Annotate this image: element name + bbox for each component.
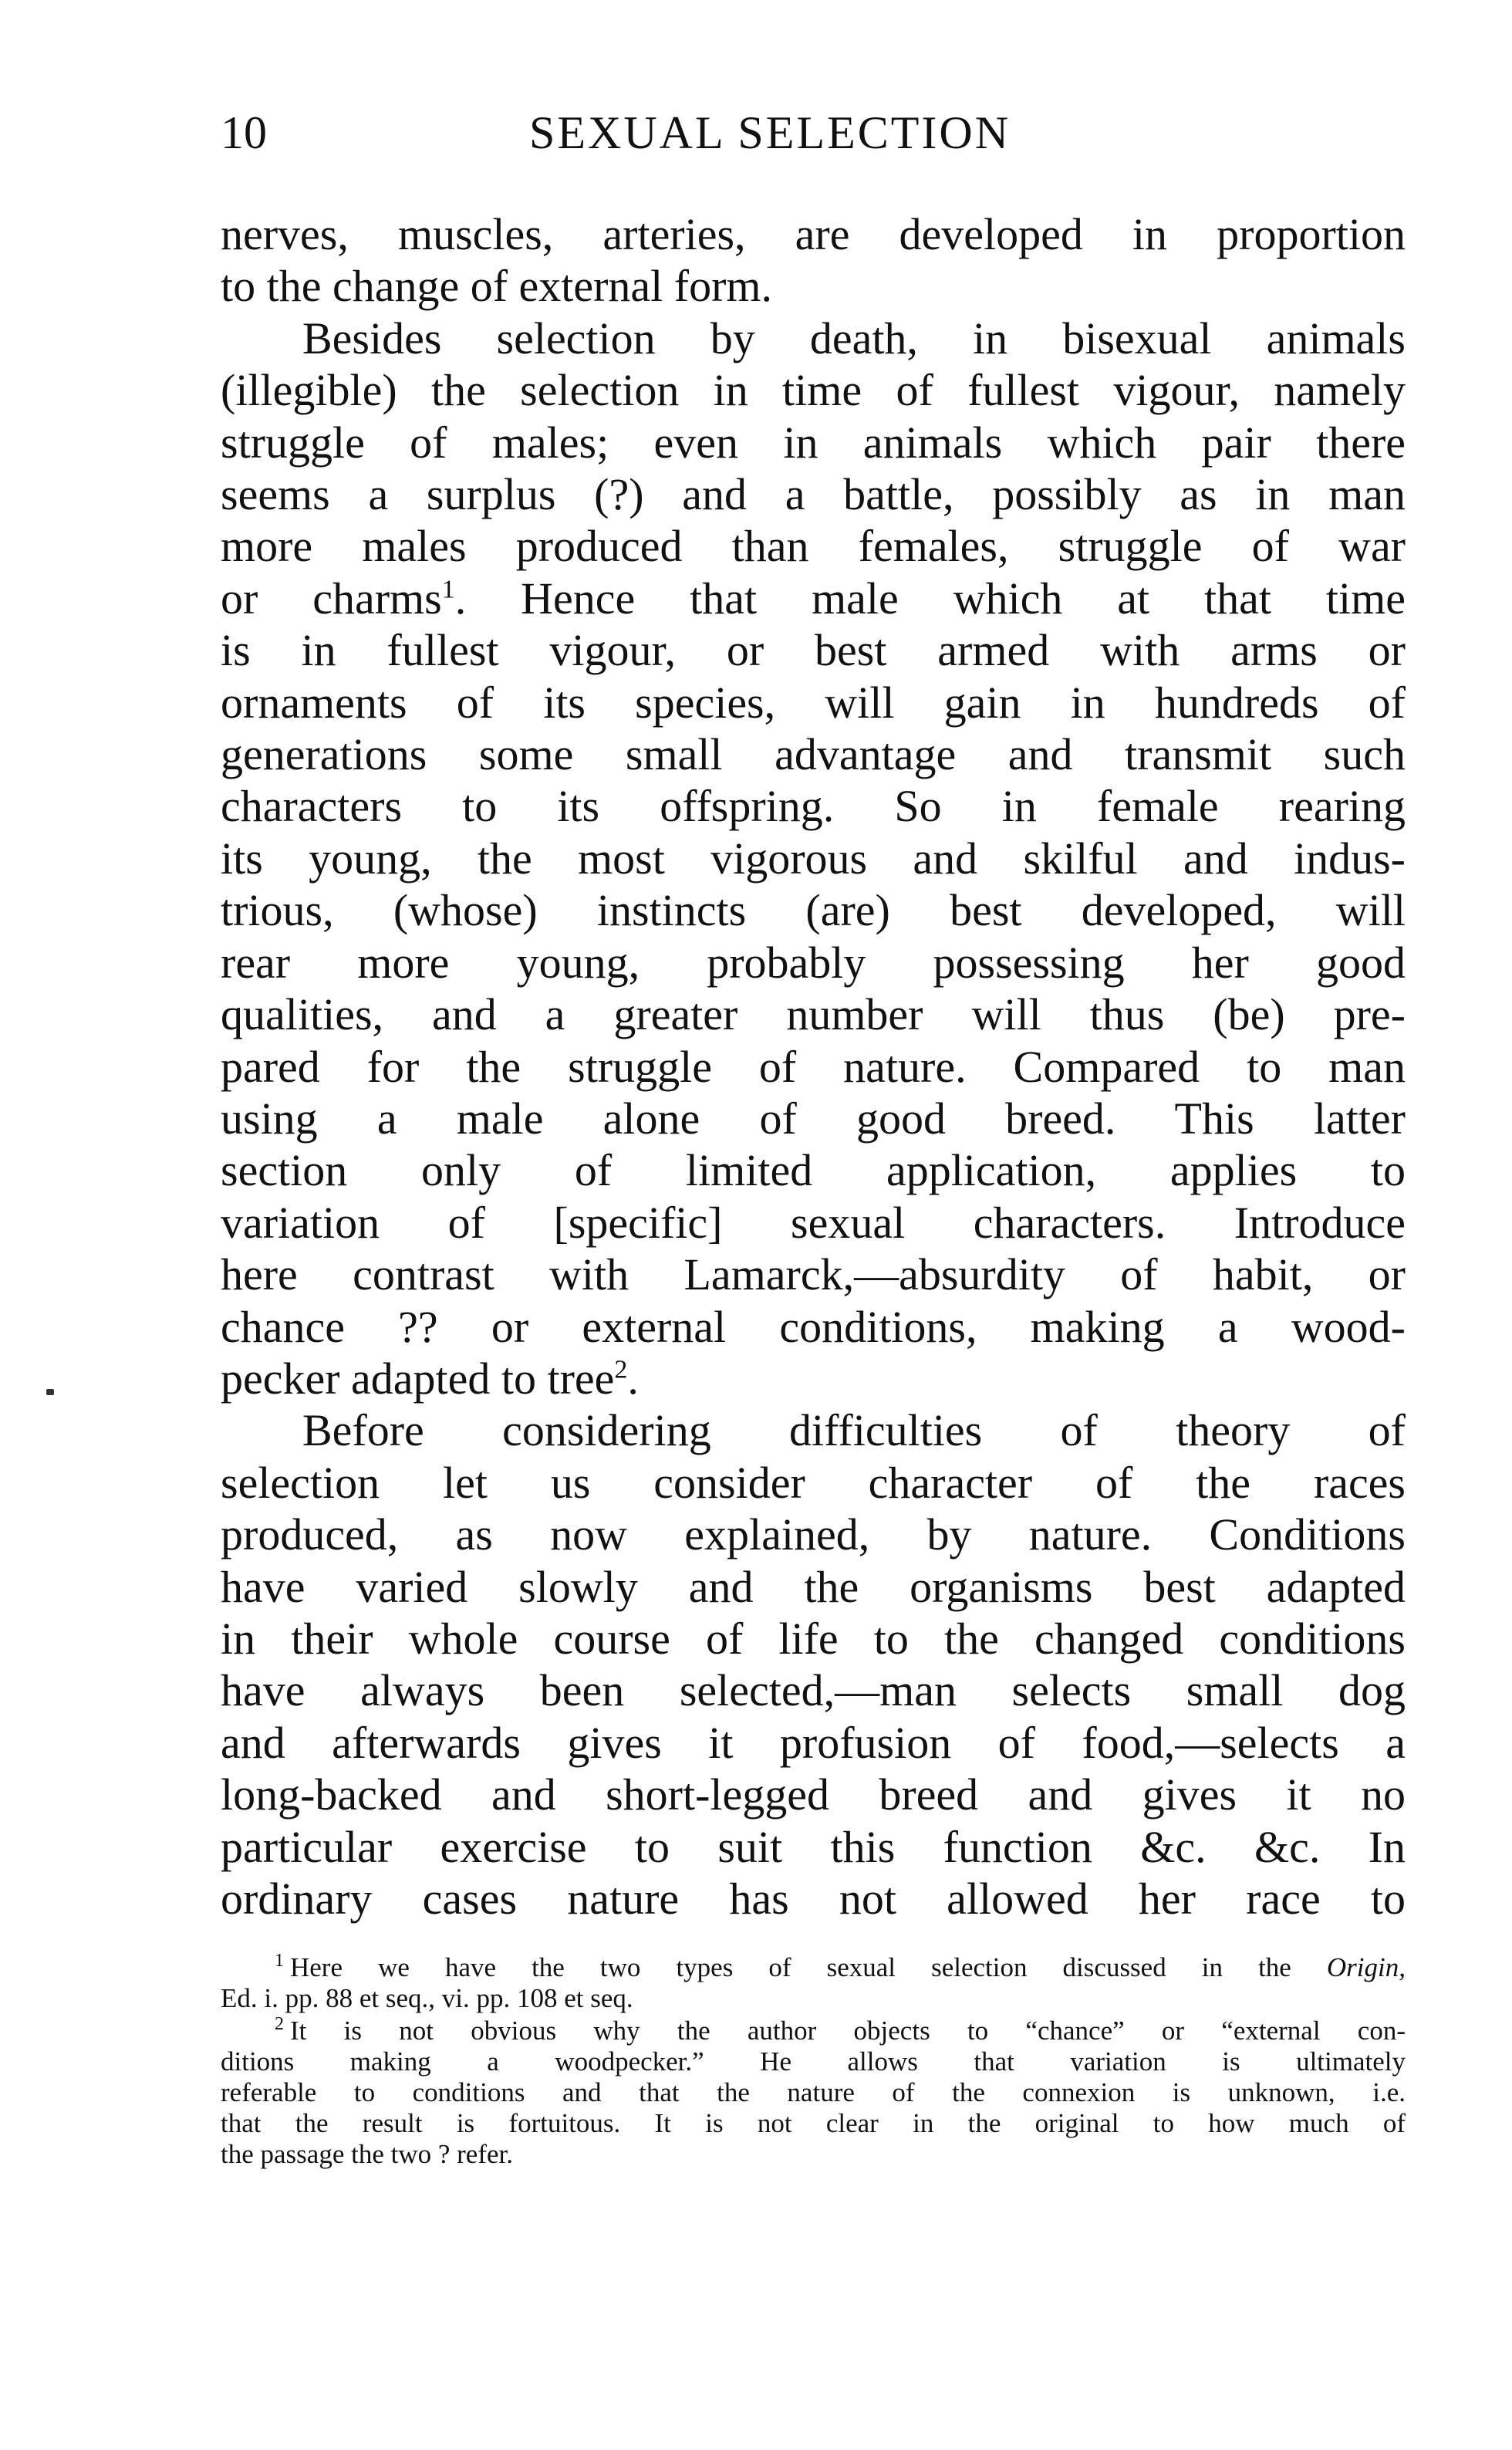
text-line: here contrast with Lamarck,—absurdity of habit, or xyxy=(221,1249,1406,1300)
text-fragment: . xyxy=(627,1353,639,1404)
text-fragment: pecker adapted to tree xyxy=(221,1353,615,1404)
footnote-line: the passage the two ? refer. xyxy=(221,2139,514,2169)
text-line: qualities, and a greater number will thus (be) pre- xyxy=(221,989,1406,1040)
text-line: have always been selected,—man selects small dog xyxy=(221,1665,1406,1716)
text-line: long-backed and short-legged breed and gives it no xyxy=(221,1769,1406,1820)
text-fragment: It is not obvious why the author objects to “chance” or “external con- xyxy=(290,2016,1406,2046)
running-title: SEXUAL SELECTION xyxy=(529,107,1011,158)
text-line: seems a surplus (?) and a battle, possibly as in man xyxy=(221,469,1406,520)
text-line: and afterwards gives it profusion of food,—selects a xyxy=(221,1717,1406,1768)
paragraph-1 xyxy=(221,208,1406,313)
italic-title: Origin, xyxy=(1326,1952,1406,1982)
text-line: its young, the most vigorous and skilful and indus- xyxy=(221,833,1406,884)
text-line: have varied slowly and the organisms best adapted xyxy=(221,1561,1406,1612)
text-line: is in fullest vigour, or best armed with arms or xyxy=(221,625,1406,676)
footnote-mark: 2 xyxy=(275,2014,284,2035)
text-line: variation of [specific] sexual characters. Introduce xyxy=(221,1197,1406,1248)
text-line: Besides selection by death, in bisexual animals xyxy=(302,313,1406,363)
text-line: ornaments of its species, will gain in hundreds of xyxy=(221,677,1406,728)
text-line-with-note xyxy=(221,1353,1406,1404)
text-line: nerves, muscles, arteries, are developed in proportion xyxy=(221,209,1406,259)
footnote-ref-1: 1 xyxy=(441,575,455,604)
running-header xyxy=(221,106,1406,168)
footnote-line: referable to conditions and that the nature of the connexion is unknown, i.e. xyxy=(221,2077,1406,2107)
text-fragment: . Hence that male which at that time xyxy=(454,573,1406,623)
text-line: more males produced than females, struggle of war xyxy=(221,521,1406,572)
paragraph-2 xyxy=(221,313,1406,1405)
footnote-line: Ed. i. pp. 88 et seq., vi. pp. 108 et seq. xyxy=(221,1983,633,2013)
footnote-mark: 1 xyxy=(275,1951,284,1972)
text-line: struggle of males; even in animals which pair there xyxy=(221,417,1406,468)
text-line: selection let us consider character of the races xyxy=(221,1457,1406,1508)
footnotes xyxy=(221,1952,1406,2171)
footnote-line xyxy=(221,1952,1406,1983)
footnote-ref-2: 2 xyxy=(614,1355,628,1384)
footnote-line: that the result is fortuitous. It is not clear in the original to how much of xyxy=(221,2108,1406,2138)
text-line: chance ?? or external conditions, making a wood- xyxy=(221,1301,1406,1352)
paragraph-3 xyxy=(221,1404,1406,1925)
text-line: rear more young, probably possessing her good xyxy=(221,937,1406,988)
text-line: particular exercise to suit this function &c. &c. In xyxy=(221,1821,1406,1872)
text-line-with-note xyxy=(221,573,1406,624)
footnote-1 xyxy=(221,1952,1406,2014)
text-fragment: Here we have the two types of sexual selection discussed in the xyxy=(290,1952,1291,1982)
footnote-2 xyxy=(221,2016,1406,2170)
text-line: trious, (whose) instincts (are) best developed, will xyxy=(221,885,1406,936)
footnote-line xyxy=(221,2016,1406,2046)
page-number: 10 xyxy=(221,107,267,158)
footnote-line: ditions making a woodpecker.” He allows that variation is ultimately xyxy=(221,2046,1406,2077)
text-line: pared for the struggle of nature. Compared to man xyxy=(221,1041,1406,1092)
text-line: generations some small advantage and transmit such xyxy=(221,729,1406,780)
main-text xyxy=(221,208,1406,1925)
text-fragment: or charms xyxy=(221,573,442,623)
margin-mark xyxy=(46,1389,54,1395)
text-line: (illegible) the selection in time of fullest vigour, namely xyxy=(221,365,1406,416)
text-line: characters to its offspring. So in female rearing xyxy=(221,781,1406,832)
text-line: in their whole course of life to the changed conditions xyxy=(221,1613,1406,1664)
text-line: section only of limited application, applies to xyxy=(221,1145,1406,1196)
text-line: to the change of external form. xyxy=(221,261,773,312)
text-line: Before considering difficulties of theory of xyxy=(302,1405,1406,1456)
text-line: using a male alone of good breed. This latter xyxy=(221,1093,1406,1144)
text-line: ordinary cases nature has not allowed her race to xyxy=(221,1874,1406,1924)
text-line: produced, as now explained, by nature. Conditions xyxy=(221,1509,1406,1560)
